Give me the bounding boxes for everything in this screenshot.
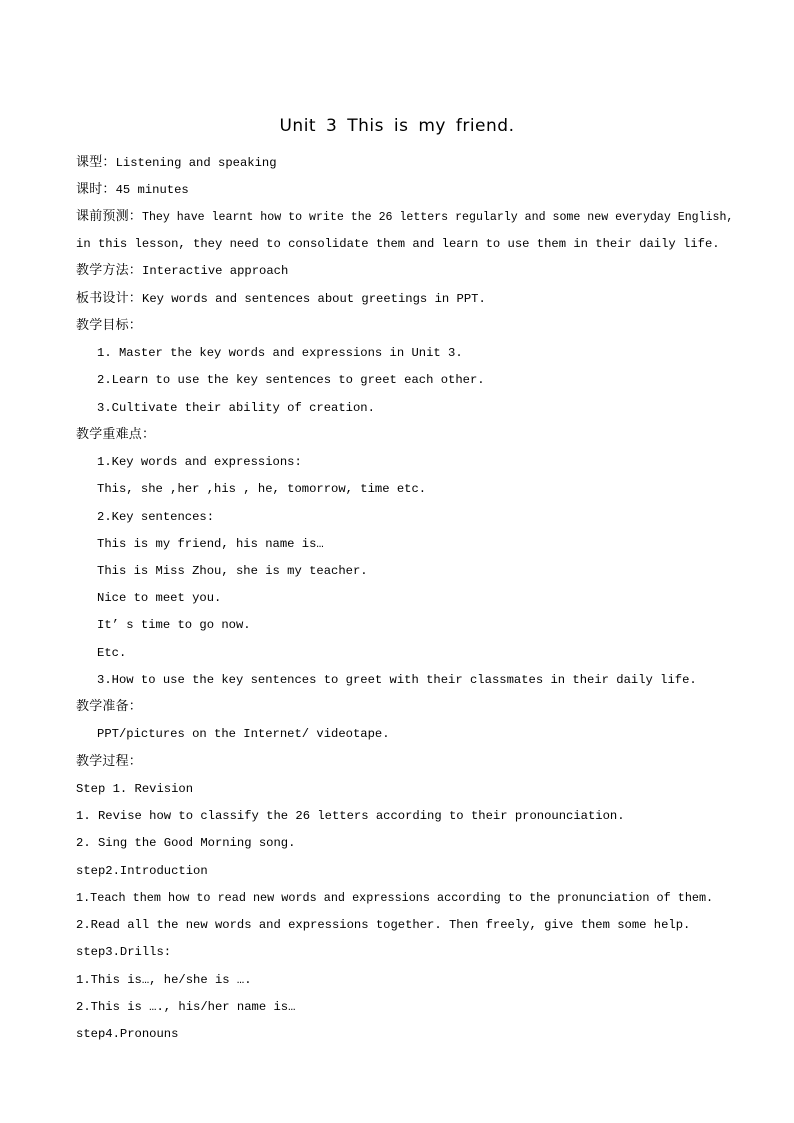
key-point-item: This is my friend, his name is…	[97, 537, 324, 551]
key-points-heading: 教学重难点：	[76, 427, 156, 442]
objective-item: 1. Master the key words and expressions in Unit 3.	[97, 346, 463, 360]
lesson-type-line	[76, 155, 277, 171]
key-point-item: Nice to meet you.	[97, 591, 222, 605]
lesson-type-value: Listening and speaking	[115, 156, 277, 170]
process-heading: 教学过程：	[76, 754, 143, 769]
process-item: 2. Sing the Good Morning song.	[76, 836, 296, 850]
objective-item: 3.Cultivate their ability of creation.	[97, 401, 375, 415]
board-line	[76, 291, 486, 307]
key-point-item: 2.Key sentences:	[97, 510, 215, 524]
preview-line	[76, 209, 733, 226]
key-point-item: Etc.	[97, 646, 127, 660]
board-label: 板书设计：	[76, 291, 143, 306]
preparation-item: PPT/pictures on the Internet/ videotape.	[97, 727, 390, 741]
key-point-item: This is Miss Zhou, she is my teacher.	[97, 564, 368, 578]
process-item: step2.Introduction	[76, 864, 208, 878]
key-point-item: 3.How to use the key sentences to greet with their classmates in their daily life.	[97, 673, 697, 687]
process-item: 1. Revise how to classify the 26 letters according to their pronounciation.	[76, 809, 625, 823]
preview-continuation: in this lesson, they need to consolidate them and learn to use them in their daily life.	[76, 237, 720, 251]
document-title: Unit 3 This is my friend.	[279, 116, 515, 136]
key-point-item: It’ s time to go now.	[97, 618, 251, 632]
process-item: Step 1. Revision	[76, 782, 194, 796]
process-item: 2.Read all the new words and expressions together. Then freely, give them some help.	[76, 918, 691, 932]
process-item: 1.This is…, he/she is ….	[76, 973, 252, 987]
process-item: 2.This is …., his/her name is…	[76, 1000, 296, 1014]
objective-item: 2.Learn to use the key sentences to greet each other.	[97, 373, 485, 387]
preparation-heading: 教学准备：	[76, 699, 143, 714]
preview-label: 课前预测：	[76, 209, 143, 224]
method-value: Interactive approach	[142, 264, 289, 278]
key-point-item: 1.Key words and expressions:	[97, 455, 302, 469]
duration-value: 45 minutes	[115, 183, 189, 197]
lesson-type-label: 课型：	[76, 155, 116, 170]
board-value: Key words and sentences about greetings in PPT.	[142, 292, 486, 306]
key-point-item: This, she ,her ,his , he, tomorrow, time etc.	[97, 482, 427, 496]
process-item: step3.Drills:	[76, 945, 172, 959]
method-line	[76, 263, 288, 279]
process-item: step4.Pronouns	[76, 1027, 179, 1041]
duration-label: 课时：	[76, 182, 116, 197]
process-item: 1.Teach them how to read new words and expressions according to the pronunciation of them.	[76, 891, 714, 905]
method-label: 教学方法：	[76, 263, 143, 278]
duration-line	[76, 182, 189, 198]
preview-value: They have learnt how to write the 26 letters regularly and some new everyday English,	[142, 211, 734, 224]
objectives-heading: 教学目标：	[76, 318, 143, 333]
